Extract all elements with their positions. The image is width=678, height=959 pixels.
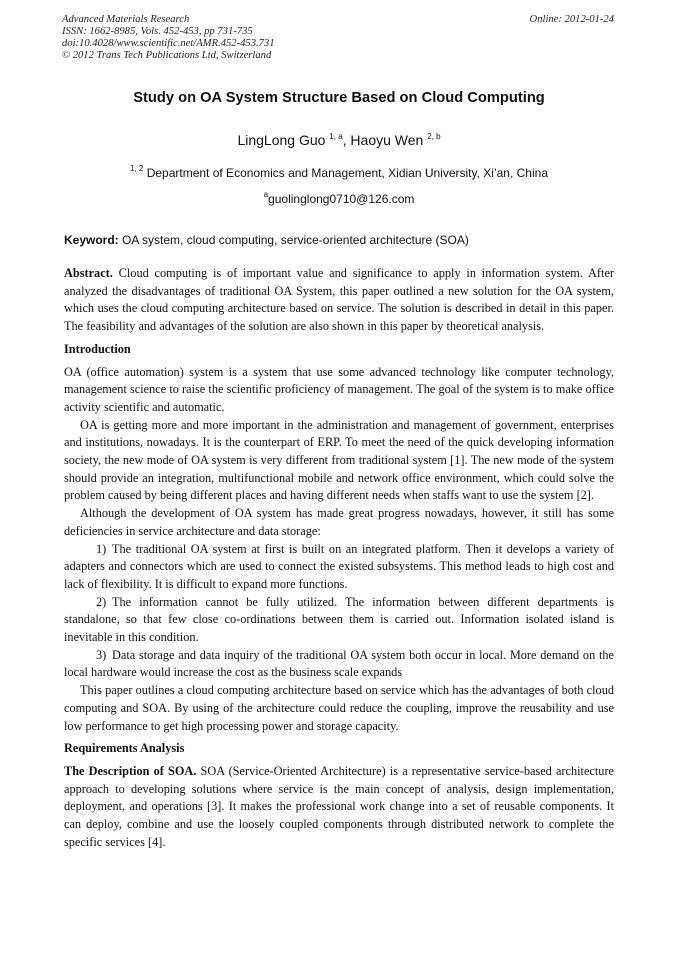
paper-body bbox=[64, 265, 614, 852]
email-superscript: a bbox=[263, 190, 269, 199]
soa-text: SOA (Service-Oriented Architecture) is a representative service-based architecture approach to developing solutions where service is the main concept of analysis, design implementation, deployment, and operations [3]. It makes the professional work change into a set of reusable components. It can deploy, combine and use the loosely coupled components through distributed network to complete the specific services [4]. bbox=[64, 763, 614, 849]
affiliation-superscript: 1, 2 bbox=[130, 164, 144, 173]
intro-paragraph: Although the development of OA system has made great progress nowadays, however, it still has some deficiencies in service architecture and data storage: bbox=[64, 506, 614, 538]
abstract-paragraph bbox=[64, 265, 614, 336]
deficiency-list-item bbox=[64, 594, 614, 647]
author-name: LingLong Guo bbox=[237, 132, 326, 148]
list-number: 3) bbox=[96, 647, 107, 662]
intro-paragraph: OA is getting more and more important in the administration and management of government, enterprises and institutions, nowadays. It is the counterpart of ERP. To meet the need of the quick developing information society, the new mode of OA system is very different from traditional system [1]. The new mode of the system should provide an integration, multifunctional mobile and network office environment, which could solve the problem caused by being different places and having different needs when staffs want to use the system [2]. bbox=[64, 417, 614, 503]
abstract-text: Cloud computing is of important value and significance to apply in information system. After analyzed the disadvantages of traditional OA System, this paper outlined a new solution for the OA system, which uses the cloud computing architecture based on service. The solution is described in detail in this paper. The feasibility and advantages of the solution are also shown in this paper by theoretical analysis. bbox=[64, 266, 615, 334]
deficiency-list-item bbox=[64, 541, 614, 594]
soa-lead: The Description of SOA. bbox=[64, 763, 197, 778]
list-text: The information cannot be fully utilized. The information between different departments is standalone, so that few close co-ordinations between them is carried out. Information isolated island is inevitable in this condition. bbox=[64, 594, 614, 645]
deficiency-list-item bbox=[64, 647, 614, 682]
affiliation bbox=[0, 166, 678, 180]
email-text: guolinglong0710@126.com bbox=[268, 192, 415, 206]
intro-paragraph: OA (office automation) system is a system that use some advanced technology like computer technology, management science to raise the scientific proficiency of management. The goal of the system is to make office activity scientific and automatic. bbox=[64, 364, 614, 414]
online-date: Online: 2012-01-24 bbox=[529, 14, 614, 25]
paper-title: Study on OA System Structure Based on Cloud Computing bbox=[133, 90, 545, 106]
author-line bbox=[0, 132, 678, 148]
author-superscript: 1, a bbox=[329, 132, 343, 141]
soa-paragraph bbox=[64, 763, 614, 852]
abstract-label: Abstract. bbox=[64, 266, 113, 280]
intro-paragraph: This paper outlines a cloud computing architecture based on service which has the advantages of both cloud computing and SOA. By using of the architecture could reduce the coupling, improve the reusability and use low performance to get high processing power and storage capacity. bbox=[64, 683, 614, 733]
journal-name: Advanced Materials Research bbox=[62, 14, 190, 25]
journal-header bbox=[62, 14, 275, 62]
list-number: 1) bbox=[96, 541, 107, 556]
doi-line: doi:10.4028/www.scientific.net/AMR.452-453.731 bbox=[62, 38, 275, 49]
keywords bbox=[64, 233, 614, 247]
issn-line: ISSN: 1662-8985, Vols. 452-453, pp 731-735 bbox=[62, 26, 253, 37]
copyright-line: © 2012 Trans Tech Publications Ltd, Switzerland bbox=[62, 50, 272, 61]
affiliation-text: Department of Economics and Management, Xidian University, Xi’an, China bbox=[146, 166, 548, 180]
author-name: Haoyu Wen bbox=[350, 132, 424, 148]
list-text: The traditional OA system at first is built on an integrated platform. Then it develops a variety of adapters and connectors which are used to connect the existed subsystems. This method leads to high cost and lack of flexibility. It is difficult to expand more functions. bbox=[64, 541, 614, 591]
author-separator: , bbox=[342, 132, 351, 148]
list-text: Data storage and data inquiry of the traditional OA system both occur in local. More demand on the local hardware would increase the cost as the business scale expands bbox=[64, 647, 614, 680]
keywords-label: Keyword: bbox=[64, 233, 119, 247]
list-number: 2) bbox=[96, 594, 107, 609]
section-heading-introduction: Introduction bbox=[64, 341, 131, 356]
author-email bbox=[0, 192, 678, 206]
keywords-text: OA system, cloud computing, service-oriented architecture (SOA) bbox=[122, 233, 469, 247]
author-superscript: 2, b bbox=[427, 132, 441, 141]
section-heading-requirements: Requirements Analysis bbox=[64, 741, 185, 756]
